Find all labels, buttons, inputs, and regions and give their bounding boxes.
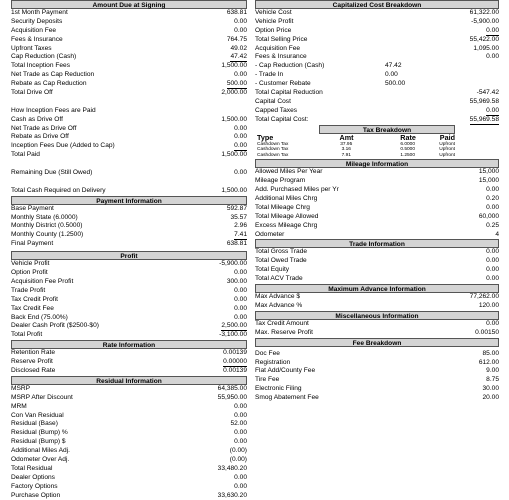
- row-label: Max. Reserve Profit: [255, 328, 313, 336]
- data-row: [11, 331, 247, 340]
- data-row: [11, 222, 247, 231]
- data-row: [255, 266, 499, 275]
- data-row: [11, 214, 247, 223]
- cap-cost-sub-section: [255, 62, 499, 89]
- row-value: 764.75: [226, 35, 247, 43]
- row-label: Acquisition Fee: [255, 44, 301, 52]
- row-label: Fees & Insurance: [255, 53, 307, 61]
- row-label: Rebate as Drive Off: [11, 133, 69, 141]
- row-label: Inception Fees Due (Added to Cap): [11, 142, 115, 150]
- row-label: Rebate as Cap Reduction: [11, 80, 87, 88]
- row-mid-value: 47.42: [385, 62, 402, 70]
- remaining-due-row: [11, 169, 247, 178]
- row-label: Odometer Over Adj.: [11, 455, 70, 463]
- row-value: 2.96: [234, 222, 247, 230]
- row-label: Total Inception Fees: [11, 62, 71, 70]
- tax-type: Cashdown Tax: [257, 147, 289, 153]
- row-label: Acquisition Fee: [11, 26, 57, 34]
- row-label: Residual (Base): [11, 420, 58, 428]
- row-label: Vehicle Profit: [11, 260, 50, 268]
- row-label: Total ACV Trade: [255, 275, 303, 283]
- data-row: [11, 483, 247, 492]
- row-value: 2,000.00: [221, 89, 247, 97]
- row-value: 638.81: [226, 9, 247, 16]
- data-row: [255, 195, 499, 204]
- row-label: Back End (75.00%): [11, 313, 68, 321]
- row-label: Reserve Profit: [11, 358, 53, 366]
- amount-due-header: Amount Due at Signing: [11, 0, 247, 9]
- data-row: [255, 350, 499, 359]
- row-value: 1,095.00: [473, 44, 499, 52]
- data-row: [255, 116, 499, 125]
- row-value: 0.00000: [223, 358, 247, 366]
- data-row: [255, 275, 499, 284]
- row-value: 20.00: [482, 394, 499, 402]
- misc-section: [255, 320, 499, 338]
- row-label: Total Profit: [11, 331, 43, 339]
- row-label: Tire Fee: [255, 376, 280, 384]
- max-advance-header: Maximum Advance Information: [255, 284, 499, 293]
- row-label: Mileage Program: [255, 177, 306, 185]
- row-label: Cap Reduction (Cash): [11, 53, 77, 61]
- row-value: 0.00: [486, 248, 499, 256]
- data-row: [255, 168, 499, 177]
- row-value: 15,000: [478, 177, 499, 185]
- rate-header: Rate Information: [11, 340, 247, 349]
- row-mid-value: 0.00: [385, 71, 398, 79]
- row-label: Capped Taxes: [255, 106, 298, 114]
- row-label: Max Advance $: [255, 293, 301, 301]
- data-row: [255, 107, 499, 116]
- row-label: Net Trade as Drive Off: [11, 124, 77, 132]
- misc-header: Miscellaneous Information: [255, 311, 499, 320]
- data-row: [11, 447, 247, 456]
- data-row: [11, 9, 247, 18]
- residual-section: [11, 385, 247, 500]
- row-mid-value: 500.00: [385, 80, 406, 88]
- row-label: Acquisition Fee Profit: [11, 277, 74, 285]
- row-label: Total Mileage Chrg: [255, 203, 310, 211]
- data-row: [11, 429, 247, 438]
- row-label: Odometer: [255, 230, 285, 238]
- data-row: [11, 18, 247, 27]
- data-row: [255, 80, 499, 89]
- fee-section: [255, 350, 499, 403]
- row-label: Add. Purchased Miles per Yr: [255, 186, 339, 194]
- row-value: (0.00): [229, 447, 247, 455]
- row-value: 47.42: [230, 53, 247, 61]
- row-label: How Inception Fees are Paid: [11, 106, 96, 114]
- tax-amt: 37.95: [340, 141, 353, 147]
- data-row: [11, 412, 247, 421]
- tax-paid: Upfront: [439, 147, 455, 153]
- row-value: -5,900.00: [219, 260, 247, 268]
- row-label: Con Van Residual: [11, 411, 64, 419]
- row-value: 2,500.00: [221, 322, 247, 330]
- row-value: 0.00: [234, 269, 247, 277]
- row-value: -3,100.00: [219, 331, 247, 339]
- data-row: [255, 394, 499, 403]
- data-row: [11, 53, 247, 62]
- row-label: Total Owed Trade: [255, 257, 307, 265]
- data-row: [255, 248, 499, 257]
- row-value: 1,500.00: [221, 151, 247, 159]
- data-row: [11, 231, 247, 240]
- data-row: [11, 492, 247, 500]
- row-value: 35.57: [230, 213, 247, 221]
- data-row: [255, 231, 499, 240]
- data-row: [255, 376, 499, 385]
- tax-table-header: [255, 134, 455, 142]
- tax-rate: 1.2500: [400, 152, 415, 158]
- row-label: Total Gross Trade: [255, 248, 308, 256]
- right-column: [255, 0, 499, 403]
- trade-section: [255, 248, 499, 284]
- data-row: [255, 53, 499, 62]
- row-label: Trade Profit: [11, 286, 46, 294]
- row-value: 0.00: [486, 319, 499, 327]
- data-row: [11, 260, 247, 269]
- row-label: Factory Options: [11, 482, 58, 490]
- row-label: Vehicle Profit: [255, 17, 294, 25]
- row-label: Total Drive Off: [11, 89, 53, 97]
- data-row: [11, 240, 247, 249]
- data-row: [11, 133, 247, 142]
- row-value: 0.00: [234, 17, 247, 25]
- row-value: -547.42: [476, 89, 499, 97]
- data-row: [255, 62, 499, 71]
- row-label: Base Payment: [11, 204, 54, 212]
- row-label: Tax Credit Profit: [11, 295, 58, 303]
- row-label: Net Trade as Cap Reduction: [11, 71, 95, 79]
- cap-cost-section-b: [255, 89, 499, 125]
- data-row: [11, 116, 247, 125]
- tax-type: Cashdown Tax: [257, 141, 289, 147]
- data-row: [255, 9, 499, 18]
- row-value: 55,950.00: [217, 393, 247, 401]
- row-value: -5,900.00: [471, 17, 499, 25]
- data-row: [11, 89, 247, 98]
- row-label: Capital Cost: [255, 97, 291, 105]
- data-row: [11, 322, 247, 331]
- row-label: Total Capital Reduction: [255, 89, 323, 97]
- tax-rows: [255, 142, 455, 159]
- row-label: Total Residual: [11, 464, 53, 472]
- row-label: Final Payment: [11, 240, 54, 248]
- row-value: 0.00: [234, 438, 247, 446]
- row-label: Allowed Miles Per Year: [255, 168, 323, 176]
- row-value: 55,422.00: [469, 35, 499, 43]
- tax-header: Tax Breakdown: [319, 125, 455, 134]
- data-row: [255, 71, 499, 80]
- data-row: [11, 358, 247, 367]
- inception-section: [11, 107, 247, 160]
- row-value: 0.00: [486, 106, 499, 114]
- data-row: [11, 151, 247, 160]
- data-row: [11, 269, 247, 278]
- data-row: [255, 177, 499, 186]
- row-label: Cash as Drive Off: [11, 115, 63, 123]
- row-value: 612.00: [478, 358, 499, 366]
- row-label: Vehicle Cost: [255, 9, 292, 16]
- trade-header: Trade Information: [255, 239, 499, 248]
- row-label: Additional Miles Adj.: [11, 447, 71, 455]
- tax-col-rate: Rate: [400, 132, 416, 142]
- row-label: Excess Mileage Chrg: [255, 221, 318, 229]
- row-value: 0.00: [234, 26, 247, 34]
- total-cash-row: [11, 187, 247, 196]
- mileage-section: [255, 168, 499, 239]
- row-label: Tax Credit Fee: [11, 304, 54, 312]
- row-value: 0.00: [234, 142, 247, 150]
- row-value: 55,969.58: [469, 115, 499, 123]
- data-row: [255, 302, 499, 311]
- row-value: 0.20: [486, 195, 499, 203]
- row-value: 1,500.00: [221, 186, 247, 194]
- data-row: [11, 314, 247, 323]
- row-value: 0.00: [234, 295, 247, 303]
- row-value: 0.00139: [223, 366, 247, 374]
- row-value: 0.00: [234, 473, 247, 481]
- row-value: 64,385.00: [217, 384, 247, 392]
- row-value: 300.00: [226, 277, 247, 285]
- row-label: Fees & Insurance: [11, 35, 63, 43]
- row-value: 0.00: [234, 124, 247, 132]
- rate-section: [11, 349, 247, 376]
- data-row: [255, 293, 499, 302]
- data-row: [255, 257, 499, 266]
- row-value: 33,480.20: [217, 464, 247, 472]
- row-value: 9.00: [486, 367, 499, 375]
- data-row: [255, 385, 499, 394]
- row-label: Disclosed Rate: [11, 366, 56, 374]
- cap-cost-header: Capitalized Cost Breakdown: [255, 0, 499, 9]
- data-row: [255, 222, 499, 231]
- row-value: 0.00: [234, 133, 247, 141]
- row-value: 60,000: [478, 212, 499, 220]
- tax-type: Cashdown Tax: [257, 152, 289, 158]
- row-label: Monthly District (0.5000): [11, 222, 83, 230]
- row-label: MRM: [11, 402, 27, 410]
- row-value: 30.00: [482, 385, 499, 393]
- row-label: Total Mileage Allowed: [255, 212, 319, 220]
- row-label: 1st Month Payment: [11, 9, 68, 16]
- data-row: [11, 438, 247, 447]
- row-value: 0.00: [486, 275, 499, 283]
- row-value: 1,500.00: [221, 62, 247, 70]
- row-value: 500.00: [226, 80, 247, 88]
- data-row: [11, 349, 247, 358]
- tax-table: [255, 134, 455, 159]
- row-label: Upfront Taxes: [11, 44, 52, 52]
- row-label: Monthly State (6.0000): [11, 213, 78, 221]
- row-label: Registration: [255, 358, 291, 366]
- residual-header: Residual Information: [11, 376, 247, 385]
- data-row: [11, 420, 247, 429]
- tax-col-paid: Paid: [439, 132, 455, 142]
- tax-paid: Upfront: [439, 152, 455, 158]
- data-row: [11, 403, 247, 412]
- data-row: [11, 385, 247, 394]
- row-value: 0.00: [234, 169, 247, 177]
- row-value: 0.25: [486, 221, 499, 229]
- row-value: 0.00: [486, 203, 499, 211]
- profit-header: Profit: [11, 251, 247, 260]
- row-value: 120.00: [478, 301, 499, 309]
- row-label: Monthly County (1.2500): [11, 231, 84, 239]
- row-value: 638.81: [226, 240, 247, 248]
- data-row: [255, 359, 499, 368]
- row-label: Total Equity: [255, 266, 290, 274]
- left-column: [11, 0, 247, 500]
- tax-rate: 0.5000: [400, 147, 415, 153]
- row-value: 0.00139: [223, 349, 247, 357]
- tax-row: [255, 153, 455, 159]
- row-label: MSRP: [11, 384, 31, 392]
- data-row: [11, 125, 247, 134]
- data-row: [11, 456, 247, 465]
- profit-section: [11, 260, 247, 340]
- row-value: 15,000: [478, 168, 499, 176]
- row-label: Security Deposits: [11, 17, 63, 25]
- row-value: 7.41: [234, 231, 247, 239]
- row-value: 0.00: [234, 304, 247, 312]
- tax-col-type: Type: [257, 132, 274, 142]
- data-row: [11, 367, 247, 376]
- data-row: [11, 107, 247, 116]
- row-value: 8.75: [486, 376, 499, 384]
- row-label: Residual (Bump) $: [11, 438, 66, 446]
- data-row: [11, 62, 247, 71]
- row-value: 0.00: [234, 286, 247, 294]
- data-row: [11, 27, 247, 36]
- row-value: (0.00): [229, 455, 247, 463]
- amount-due-section: [11, 9, 247, 98]
- data-row: [255, 213, 499, 222]
- cap-cost-section-a: [255, 9, 499, 62]
- mileage-header: Mileage Information: [255, 159, 499, 168]
- row-label: Additional Miles Chrg: [255, 195, 318, 203]
- tax-amt: 3.16: [341, 147, 351, 153]
- row-value: 0.00: [486, 26, 499, 34]
- data-row: [11, 80, 247, 89]
- row-value: 592.87: [226, 204, 247, 212]
- data-row: [11, 287, 247, 296]
- data-row: [255, 27, 499, 36]
- row-label: Purchase Option: [11, 491, 61, 499]
- tax-amt: 7.91: [341, 152, 351, 158]
- row-label: Flat Add/County Fee: [255, 367, 316, 375]
- row-value: 52.00: [230, 420, 247, 428]
- data-row: [255, 329, 499, 338]
- row-label: Max Advance %: [255, 301, 303, 309]
- row-label: Total Capital Cost:: [255, 115, 309, 123]
- row-label: Smog Abatement Fee: [255, 394, 319, 402]
- row-label: - Trade In: [255, 71, 284, 79]
- data-row: [11, 474, 247, 483]
- row-value: 0.00: [234, 313, 247, 321]
- data-row: [11, 36, 247, 45]
- row-value: 1,500.00: [221, 115, 247, 123]
- row-label: Doc Fee: [255, 349, 280, 357]
- row-value: 49.02: [230, 44, 247, 52]
- row-value: 0.00: [486, 266, 499, 274]
- row-label: Total Selling Price: [255, 35, 308, 43]
- data-row: [11, 205, 247, 214]
- data-row: [11, 465, 247, 474]
- row-value: 77,262.00: [469, 293, 499, 301]
- row-value: 0.00: [234, 482, 247, 490]
- data-row: [11, 296, 247, 305]
- row-label: Option Profit: [11, 269, 48, 277]
- row-label: Total Paid: [11, 151, 40, 159]
- row-label: Tax Credit Amount: [255, 319, 309, 327]
- row-value: 0.00: [486, 53, 499, 61]
- data-row: [255, 320, 499, 329]
- data-row: [255, 89, 499, 98]
- row-label: Dealer Options: [11, 473, 55, 481]
- row-value: 61,322.00: [469, 9, 499, 16]
- data-row: [255, 36, 499, 45]
- row-label: Remaining Due (Still Owed): [11, 169, 93, 177]
- data-row: [255, 367, 499, 376]
- row-label: Dealer Cash Profit ($2500-$0): [11, 322, 99, 330]
- row-value: 0.00: [234, 71, 247, 79]
- row-value: 0.00150: [475, 328, 499, 336]
- row-label: - Customer Rebate: [255, 80, 311, 88]
- fee-header: Fee Breakdown: [255, 338, 499, 347]
- row-value: 85.00: [482, 349, 499, 357]
- row-value: 0.00: [234, 402, 247, 410]
- data-row: [11, 142, 247, 151]
- row-value: 0.00: [486, 257, 499, 265]
- row-value: 55,969.58: [469, 97, 499, 105]
- row-label: Residual (Bump) %: [11, 429, 68, 437]
- payment-section: [11, 205, 247, 249]
- payment-header: Payment Information: [11, 196, 247, 205]
- data-row: [11, 394, 247, 403]
- data-row: [11, 71, 247, 80]
- row-value: 0.00: [234, 429, 247, 437]
- row-value: 4: [495, 230, 499, 238]
- max-advance-section: [255, 293, 499, 311]
- row-value: 33,630.20: [217, 491, 247, 499]
- data-row: [255, 204, 499, 213]
- row-value: 0.00: [486, 186, 499, 194]
- data-row: [255, 98, 499, 107]
- row-label: Option Price: [255, 26, 292, 34]
- data-row: [11, 278, 247, 287]
- row-value: 0.00: [234, 411, 247, 419]
- row-label: - Cap Reduction (Cash): [255, 62, 325, 70]
- row-label: MSRP After Discount: [11, 393, 73, 401]
- tax-rate: 6.0000: [400, 141, 415, 147]
- tax-col-amt: Amt: [339, 132, 354, 142]
- data-row: [255, 186, 499, 195]
- row-label: Total Cash Required on Delivery: [11, 186, 106, 194]
- data-row: [255, 18, 499, 27]
- data-row: [11, 45, 247, 54]
- row-label: Retention Rate: [11, 349, 55, 357]
- row-label: Electronic Filing: [255, 385, 302, 393]
- data-row: [11, 305, 247, 314]
- data-row: [255, 45, 499, 54]
- tax-paid: Upfront: [439, 141, 455, 147]
